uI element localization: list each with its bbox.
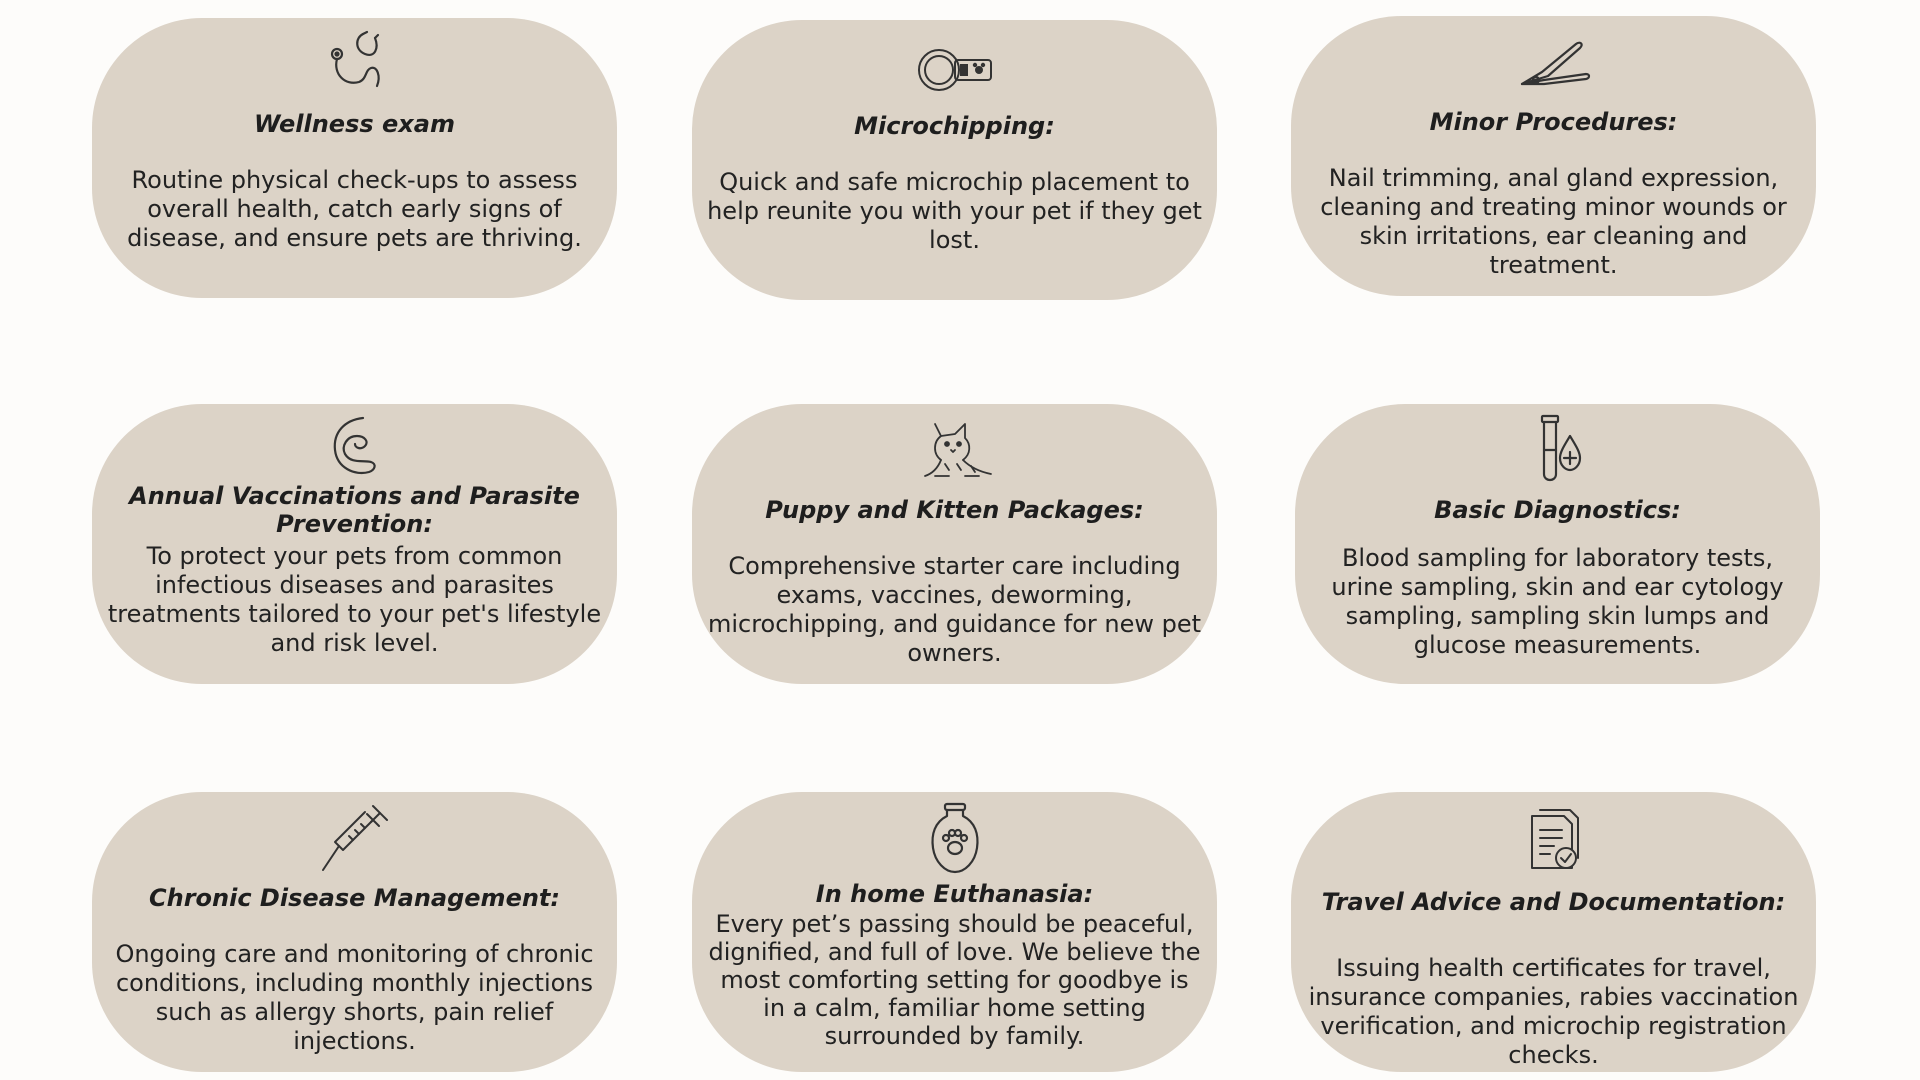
service-title: Chronic Disease Management: xyxy=(149,884,560,912)
test-tube-blood-icon xyxy=(1518,410,1598,490)
service-description: Quick and safe microchip placement to help reunite you with your pet if they get lost. xyxy=(707,168,1202,254)
service-card-euthanasia[interactable] xyxy=(692,792,1217,1072)
parasite-worm-icon xyxy=(315,410,395,490)
service-description: Ongoing care and monitoring of chronic conditions, including monthly injections such as allergy shorts, pain relief injections. xyxy=(115,940,594,1055)
service-title: Puppy and Kitten Packages: xyxy=(765,496,1144,524)
service-title: Travel Advice and Documentation: xyxy=(1321,888,1786,916)
service-description: To protect your pets from common infectious diseases and parasites treatments tailored to your pet's lifestyle and risk level. xyxy=(107,542,602,657)
service-card-basic-diagnostics[interactable] xyxy=(1295,404,1820,684)
service-card-chronic-disease[interactable] xyxy=(92,792,617,1072)
service-title: Annual Vaccinations and Parasite Prevention: xyxy=(129,482,580,538)
service-card-wellness-exam[interactable] xyxy=(92,18,617,298)
syringe-icon xyxy=(315,798,395,878)
service-card-minor-procedures[interactable] xyxy=(1291,16,1816,296)
microchip-scanner-icon xyxy=(915,26,995,106)
service-description: Nail trimming, anal gland expression, cleaning and treating minor wounds or skin irritations, ear cleaning and treatment. xyxy=(1320,164,1787,279)
service-card-puppy-kitten[interactable] xyxy=(692,404,1217,684)
pet-urn-icon xyxy=(915,798,995,878)
document-check-icon xyxy=(1514,798,1594,878)
service-title: In home Euthanasia: xyxy=(815,880,1094,908)
nail-clipper-icon xyxy=(1514,22,1594,102)
service-title: Minor Procedures: xyxy=(1429,108,1678,136)
service-title: Microchipping: xyxy=(854,112,1055,140)
kitten-icon xyxy=(915,410,995,490)
service-title: Wellness exam xyxy=(254,110,455,138)
service-description: Every pet’s passing should be peaceful, dignified, and full of love. We believe the most comforting setting for goodbye is in a calm, familiar home setting surrounded by family. xyxy=(708,910,1201,1050)
service-description: Routine physical check-ups to assess overall health, catch early signs of disease, and ensure pets are thriving. xyxy=(127,166,582,252)
service-card-travel[interactable] xyxy=(1291,792,1816,1072)
service-description: Blood sampling for laboratory tests, urine sampling, skin and ear cytology sampling, sampling skin lumps and glucose measurements. xyxy=(1331,544,1784,659)
service-card-vaccinations[interactable] xyxy=(92,404,617,684)
stethoscope-icon xyxy=(315,24,395,104)
service-description: Comprehensive starter care including exams, vaccines, deworming, microchipping, and guidance for new pet owners. xyxy=(707,552,1202,667)
service-title: Basic Diagnostics: xyxy=(1434,496,1681,524)
service-description: Issuing health certificates for travel, insurance companies, rabies vaccination verification, and microchip registration checks. xyxy=(1308,954,1799,1069)
service-card-microchipping[interactable] xyxy=(692,20,1217,300)
